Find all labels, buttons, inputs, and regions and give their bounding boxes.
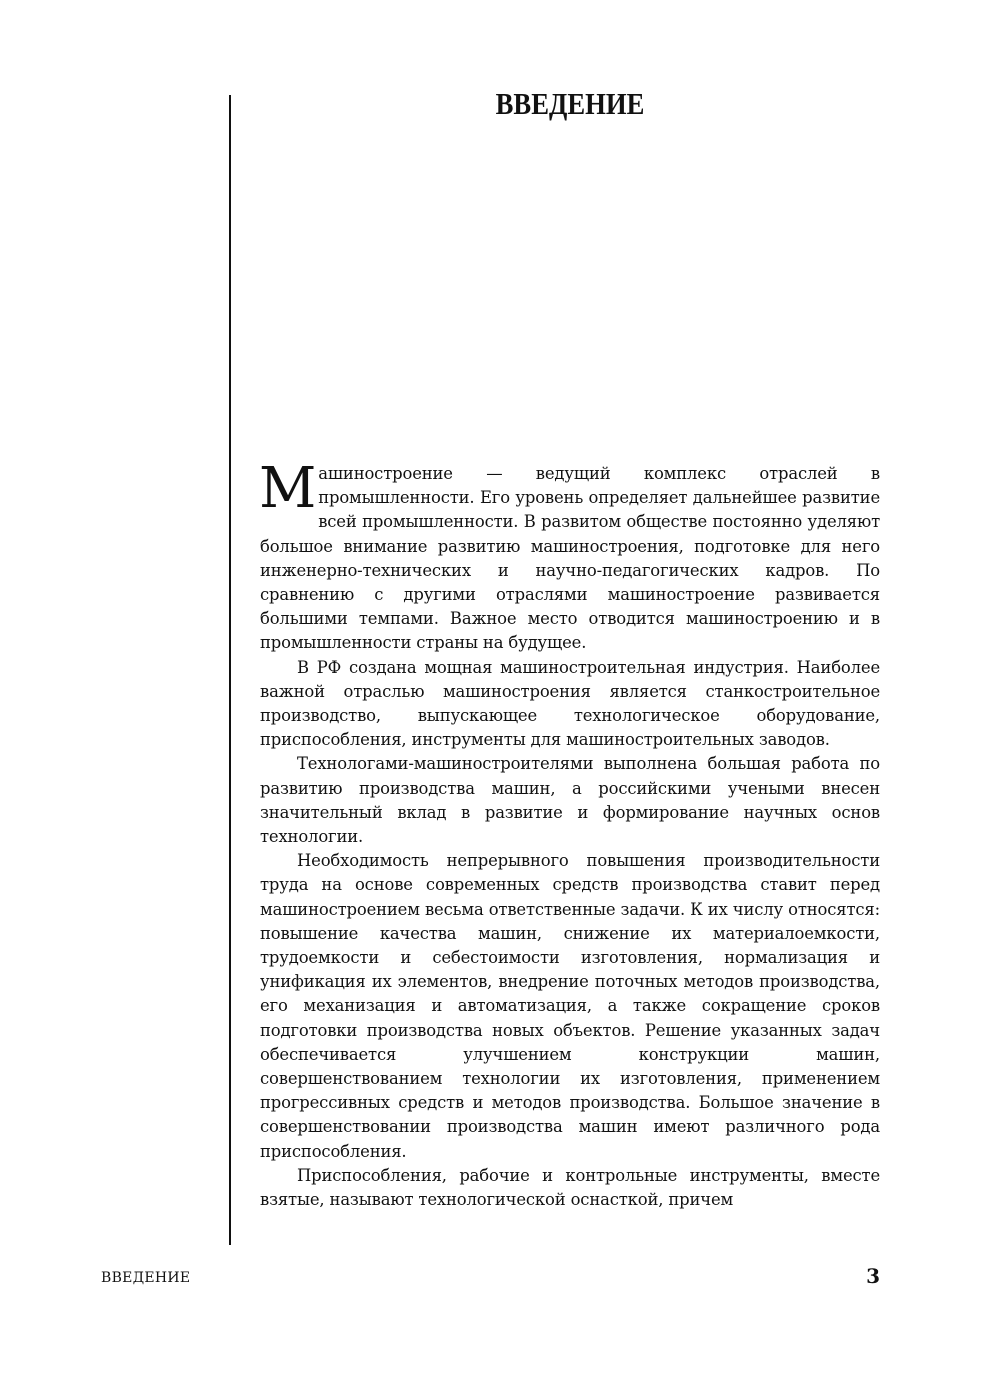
page-number: 3 — [866, 1264, 880, 1288]
running-head: ВВЕДЕНИЕ — [101, 1270, 191, 1286]
body-text — [259, 456, 880, 1212]
paragraph-1 — [259, 456, 880, 656]
paragraph-5: Приспособления, рабочие и контрольные инструменты, вместе взятые, называют технологической оснасткой, причем — [260, 1165, 880, 1210]
paragraph-3: Технологами-машиностроителями выполнена большая работа по развитию производства машин, а российскими учеными внесен значительный вклад в развитие и формирование научных основ технологии. — [260, 754, 880, 847]
drop-cap: М — [259, 456, 317, 521]
paragraph-2: В РФ создана мощная машиностроительная индустрия. Наиболее важной отраслью машиностроения является станкостроительное производство, выпускающее технологическое оборудование, приспособления, инструменты для машиностроительных заводов. — [260, 657, 880, 750]
paragraph-4: Необходимость непрерывного повышения производительности труда на основе современных средств производства ставит перед машиностроением весьма ответственные задачи. К их числу относятся: повышение качества машин, снижение их материалоемкости, трудоемкости и себестоимости изготовления, нормализация и унификация их элементов, внедрение поточных методов производства, его механизация и автоматизация, а также сокращение сроков подготовки производства новых объектов. Решение указанных задач обеспечивается улучшением конструкции машин, совершенствованием технологии их изготовления, применением прогрессивных средств и методов производства. Большое значение в совершенствовании производства машин имеют различного рода приспособления. — [260, 851, 880, 1161]
paragraph-1-text: ашиностроение — ведущий комплекс отраслей в промышленности. Его уровень определяет дальнейшее развитие всей промышленности. В развитом обществе постоянно уделяют большое внимание развитию машиностроения, подготовке для него инженерно-технических и научно-педагогических кадров. По сравнению с другими отраслями машиностроение развивается большими темпами. Важное место отводится машиностроению и в промышленности страны на будущее. — [260, 464, 880, 653]
margin-rule — [229, 95, 231, 1245]
chapter-title: ВВЕДЕНИЕ — [495, 86, 645, 121]
